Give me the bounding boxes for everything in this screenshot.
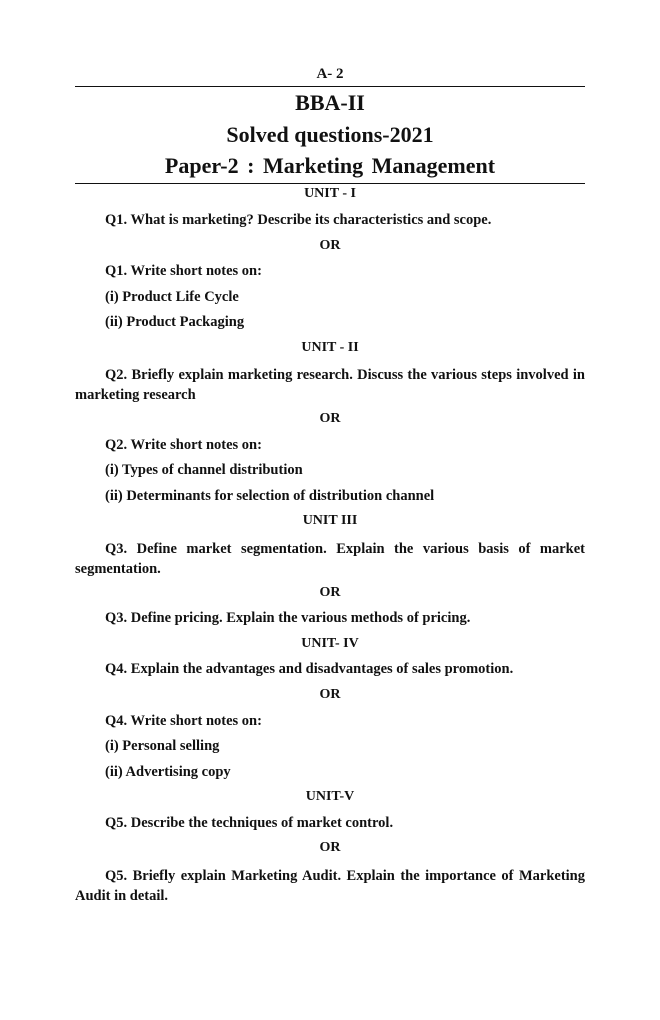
page-number: A- 2	[316, 66, 344, 82]
or-label: OR	[319, 687, 341, 702]
question-1b: Q1. Write short notes on:	[105, 263, 262, 279]
question-2b-item-i: (i) Types of channel distribution	[105, 462, 303, 478]
or-label: OR	[319, 411, 341, 426]
question-4b-item-i: (i) Personal selling	[105, 738, 220, 754]
question-1b-item-ii: (ii) Product Packaging	[105, 314, 245, 330]
unit-heading-1: UNIT - I	[304, 186, 356, 201]
unit-heading-5: UNIT-V	[305, 789, 355, 804]
or-label: OR	[319, 840, 341, 855]
question-4b-item-ii: (ii) Advertising copy	[105, 764, 231, 780]
question-4a: Q4. Explain the advantages and disadvantages of sales promotion.	[105, 661, 514, 677]
question-1b-item-i: (i) Product Life Cycle	[105, 289, 239, 305]
course-title: BBA-II	[295, 90, 365, 115]
question-3b: Q3. Define pricing. Explain the various methods of pricing.	[105, 610, 471, 626]
paper-title: Paper-2 : Marketing Management	[164, 153, 496, 178]
or-label: OR	[319, 585, 341, 600]
question-3a: Q3. Define market segmentation. Explain the various basis of market segmentation.	[75, 541, 585, 577]
question-1a: Q1. What is marketing? Describe its characteristics and scope.	[105, 212, 492, 228]
or-label: OR	[319, 238, 341, 253]
question-2a: Q2. Briefly explain marketing research. Discuss the various steps involved in marketing research	[75, 367, 585, 403]
header-rule	[75, 183, 585, 184]
question-2b-item-ii: (ii) Determinants for selection of distribution channel	[105, 488, 435, 504]
top-rule	[75, 86, 585, 87]
question-2b: Q2. Write short notes on:	[105, 437, 262, 453]
unit-heading-2: UNIT - II	[301, 340, 359, 355]
document-subtitle: Solved questions-2021	[226, 122, 434, 147]
question-5b: Q5. Briefly explain Marketing Audit. Explain the importance of Marketing Audit in detail.	[75, 868, 585, 904]
question-4b: Q4. Write short notes on:	[105, 713, 262, 729]
unit-heading-4: UNIT- IV	[301, 636, 359, 651]
unit-heading-3: UNIT III	[302, 513, 358, 528]
question-5a: Q5. Describe the techniques of market control.	[105, 815, 394, 831]
